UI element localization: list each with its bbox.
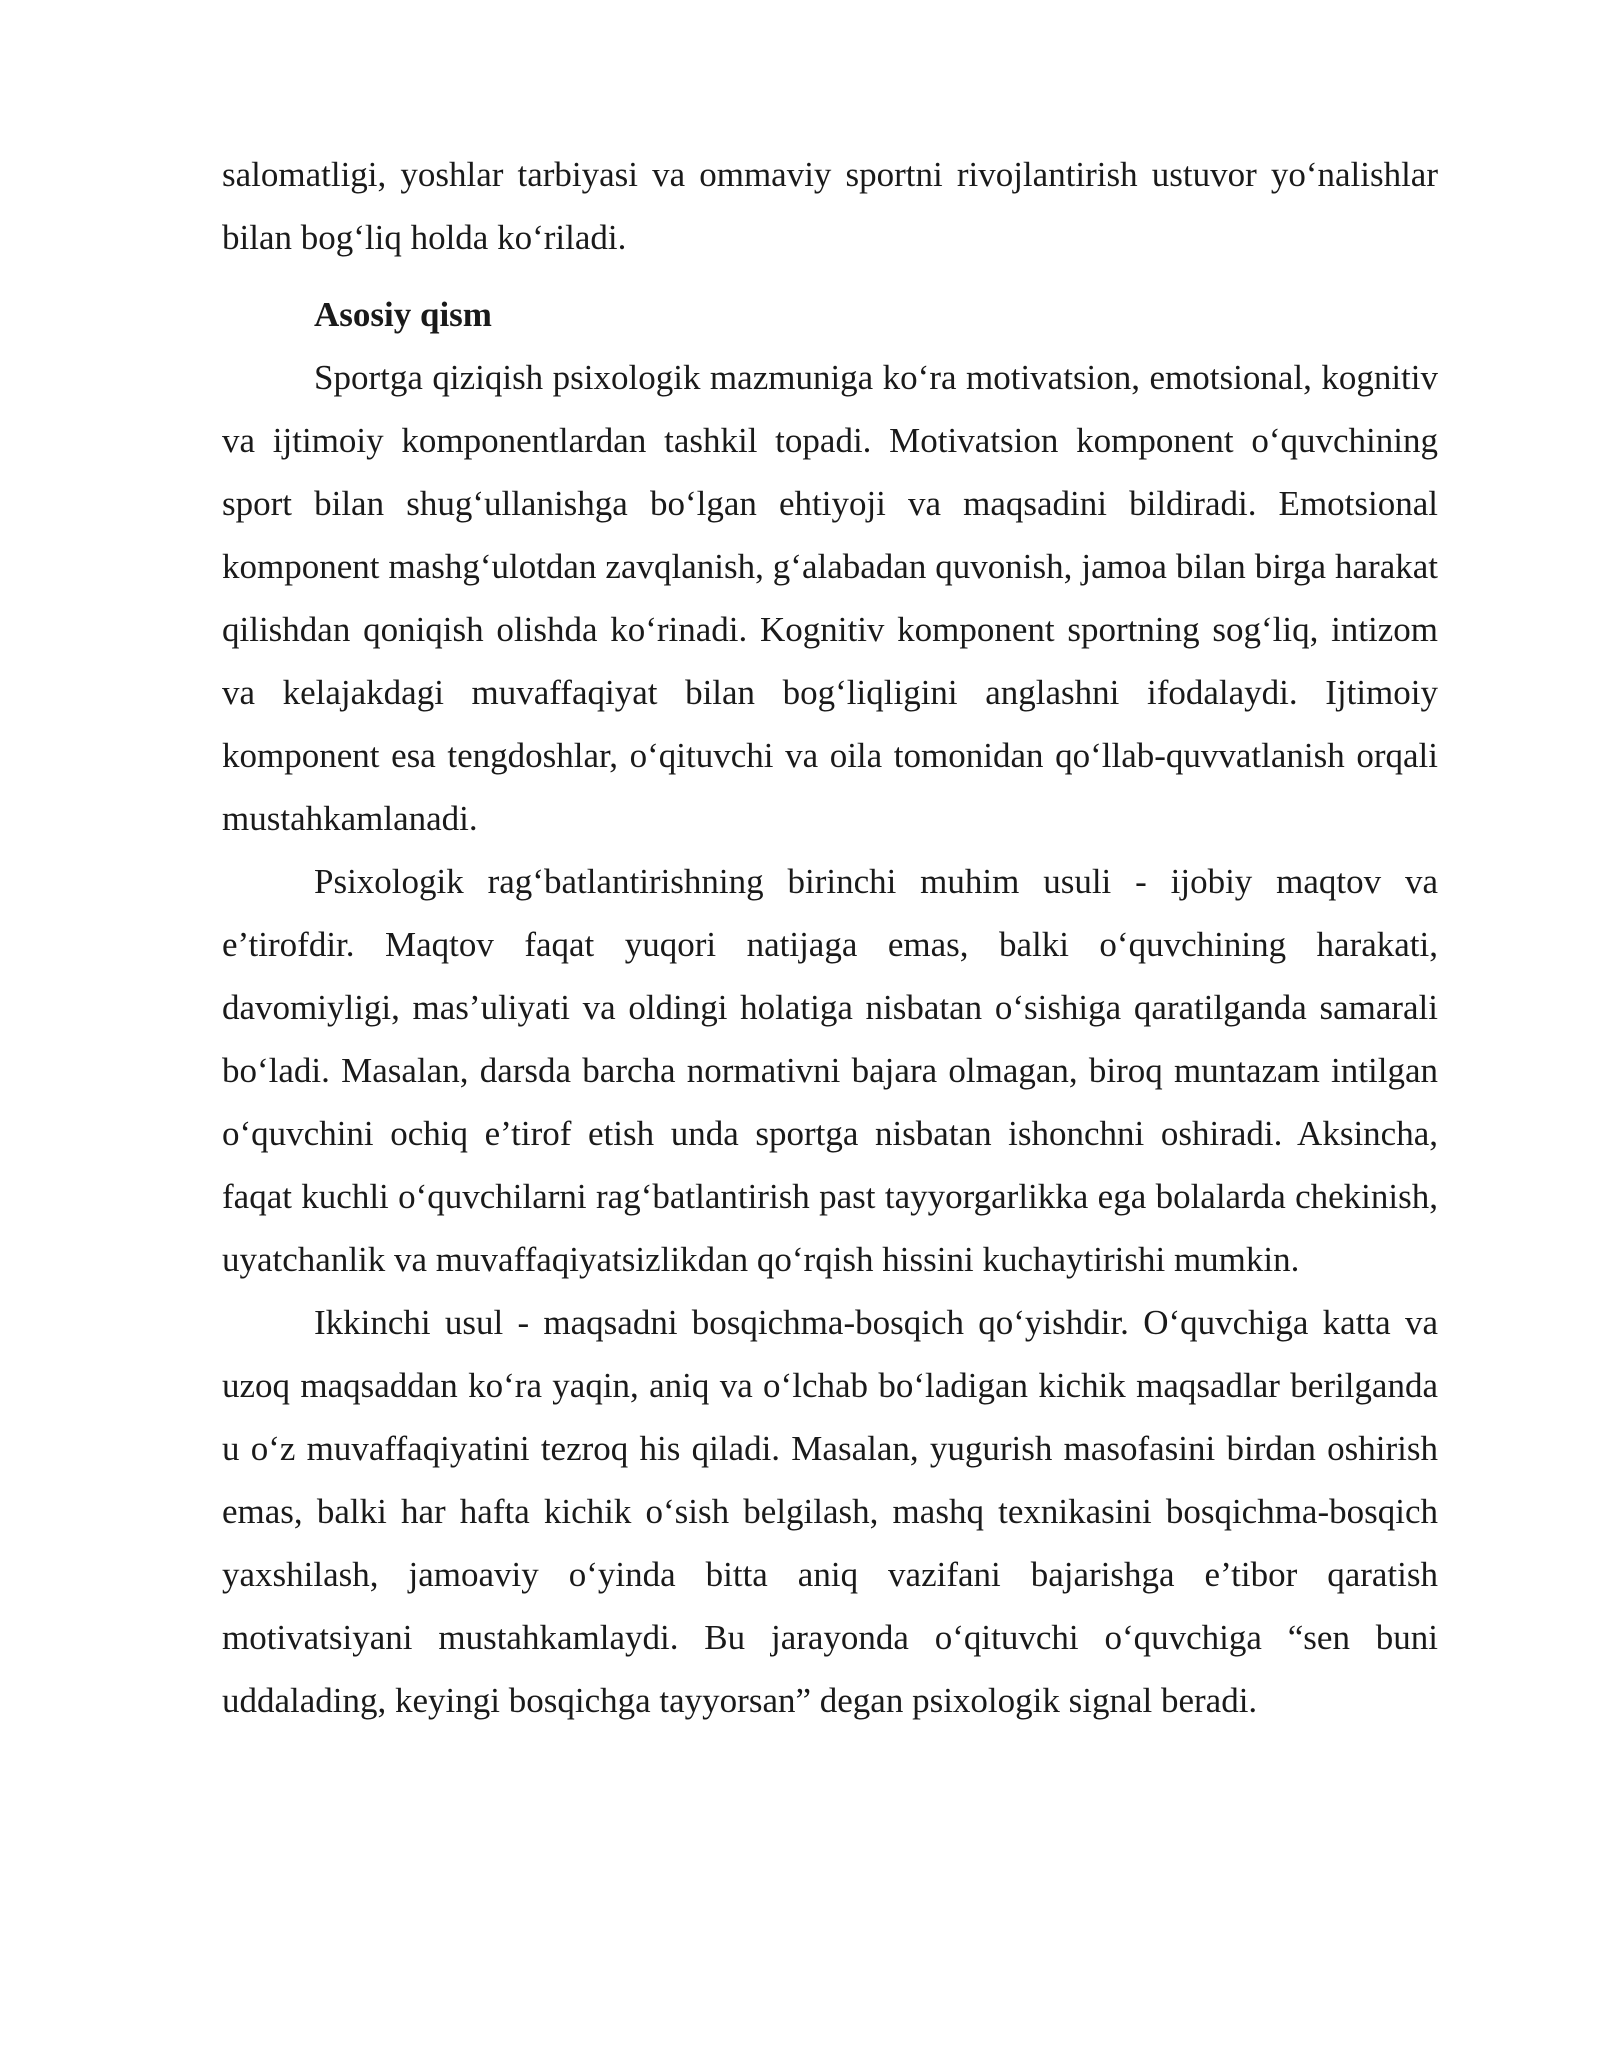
paragraph-components: Sportga qiziqish psixologik mazmuniga ko‘ra motivatsion, emotsional, kognitiv va ijtimoiy komponentlardan tashkil topadi. Motivatsion komponent o‘quvchining sport bilan shug‘ullanishga bo‘lgan ehtiyoji va maqsadini bildiradi. Emotsional komponent mashg‘ulotdan zavqlanish, g‘alabadan quvonish, jamoa bilan birga harakat qilishdan qoniqish olishda ko‘rinadi. Kognitiv komponent sportning sog‘liq, intizom va kelajakdagi muvaffaqiyat bilan bog‘liqligini anglashni ifodalaydi. Ijtimoiy komponent esa tengdoshlar, o‘qituvchi va oila tomonidan qo‘llab-quvvatlanish orqali mustahkamlanadi. bbox=[222, 358, 1438, 838]
document-page bbox=[222, 143, 1438, 1732]
paragraph-second-method: Ikkinchi usul - maqsadni bosqichma-bosqich qo‘yishdir. O‘quvchiga katta va uzoq maqsaddan ko‘ra yaqin, aniq va o‘lchab bo‘ladigan kichik maqsadlar berilganda u o‘z muvaffaqiyatini tezroq his qiladi. Masalan, yugurish masofasini birdan oshirish emas, balki har hafta kichik o‘sish belgilash, mashq texnikasini bosqichma-bosqich yaxshilash, jamoaviy o‘yinda bitta aniq vazifani bajarishga e’tibor qaratish motivatsiyani mustahkamlaydi. Bu jarayonda o‘qituvchi o‘quvchiga “sen buni uddalading, keyingi bosqichga tayyorsan” degan psixologik signal beradi. bbox=[222, 1303, 1438, 1720]
section-heading: Asosiy qism bbox=[314, 295, 492, 334]
paragraph-first-method: Psixologik rag‘batlantirishning birinchi muhim usuli - ijobiy maqtov va e’tirofdir. Maqtov faqat yuqori natijaga emas, balki o‘quvchining harakati, davomiyligi, mas’uliyati va oldingi holatiga nisbatan o‘sishiga qaratilganda samarali bo‘ladi. Masalan, darsda barcha normativni bajara olmagan, biroq muntazam intilgan o‘quvchini ochiq e’tirof etish unda sportga nisbatan ishonchni oshiradi. Aksincha, faqat kuchli o‘quvchilarni rag‘batlantirish past tayyorgarlikka ega bolalarda chekinish, uyatchanlik va muvaffaqiyatsizlikdan qo‘rqish hissini kuchaytirishi mumkin. bbox=[222, 862, 1438, 1279]
paragraph-continuation: salomatligi, yoshlar tarbiyasi va ommaviy sportni rivojlantirish ustuvor yo‘nalishlar bilan bog‘liq holda ko‘riladi. bbox=[222, 155, 1438, 257]
